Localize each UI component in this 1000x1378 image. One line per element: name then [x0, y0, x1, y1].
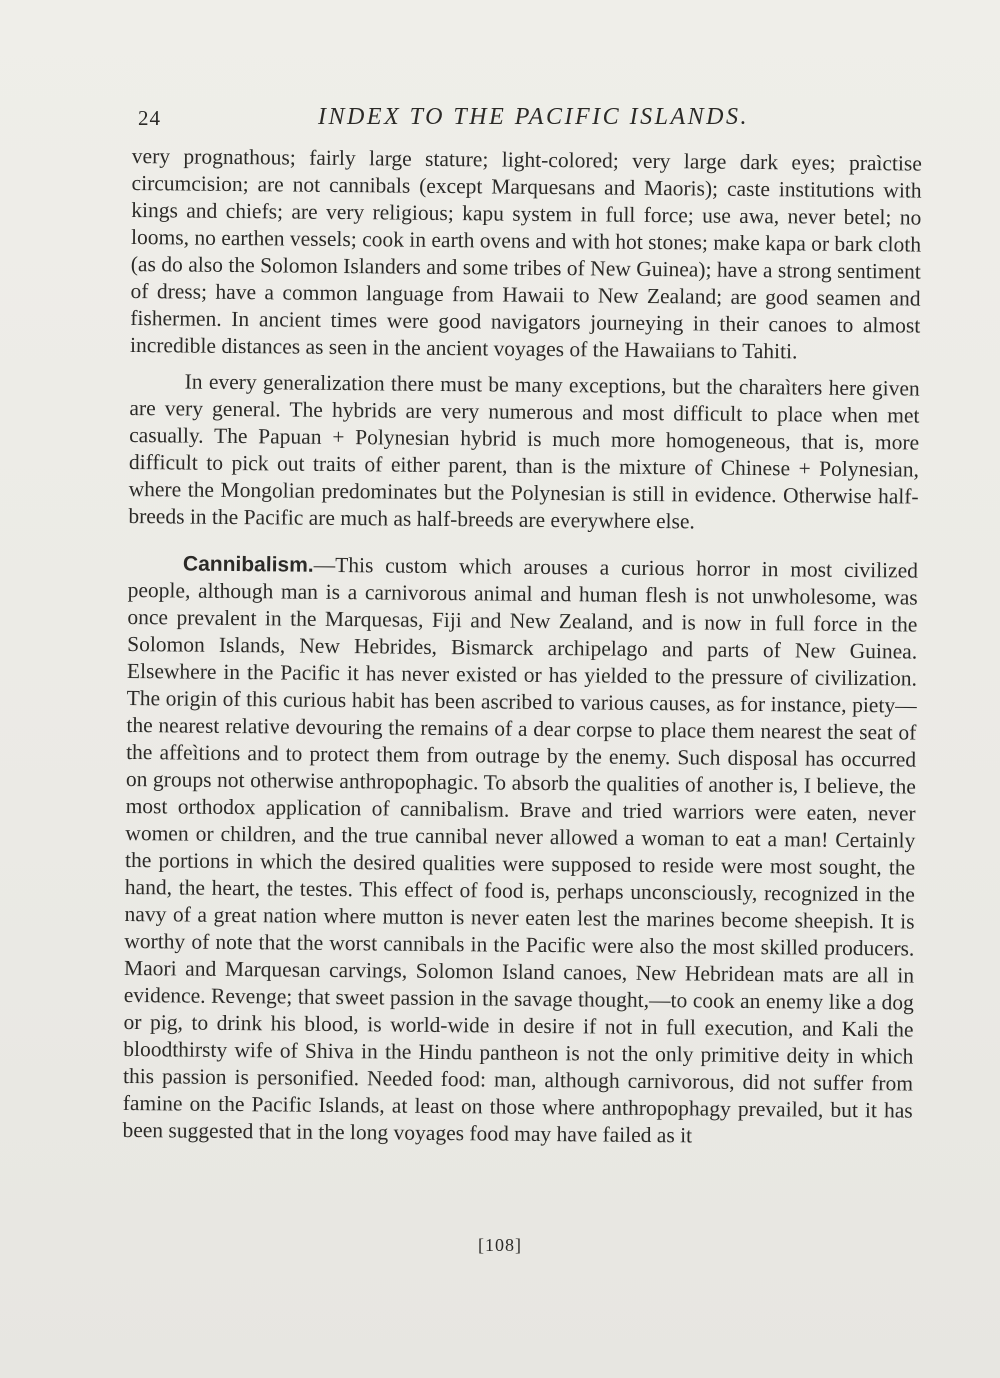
paragraph-generalization: In every generalization there must be many exceptions, but the charaìters here given are very general. The hybrids are very numerous and most difficult to place when met casually. The Papuan + Polynesian hybrid is much more homogeneous, that is, more difficult to pick out traits of either parent, than is the mixture of Chinese + Polynesian, where the Mongolian predominates but the Polynesian is still in evidence. Otherwise half-breeds in the Pacific are much as half-breeds are everywhere else.	[128, 369, 920, 534]
paragraph-cannibalism-body: —This custom which arouses a curious horror in most civilized people, although man is a carnivorous animal and human flesh is not unwholesome, was once prevalent in the Marquesas, Fiji and New Zealand, and is now in full force in the Solomon Islands, New Hebrides, Bismarck archipelago and parts of New Guinea. Elsewhere in the Pacific it has never existed or has yielded to the pressure of civilization. The origin of this curious habit has been ascribed to various causes, as for instance, piety—the nearest relative devouring the remains of a dear corpse to place them nearest the seat of the affeìtions and to protect them from outrage by the enemy. Such disposal has occurred on groups not otherwise anthropophagic. To absorb the qualities of another is, I believe, the most orthodox application of cannibalism. Brave and tried warriors were eaten, never women or children, and the true cannibal never allowed a woman to eat a man! Certainly the portions in which the desired qualities were supposed to reside were most sought, the hand, the heart, the testes. This effect of food is, perhaps unconsciously, recognized in the navy of a great nation where mutton is never eaten lest the marines become sheepish. It is worthy of note that the worst cannibals in the Pacific were also the most skilled producers. Maori and Marquesan carvings, Solomon Island canoes, New Hebridean mats are all in evidence. Revenge; that sweet passion in the savage thought,—to cook an enemy like a dog or pig, to drink his blood, is world-wide in desire if not in full execution, and Kali the bloodthirsty wife of Shiva in the Hindu pantheon is not the only primitive deity in which this passion is personified. Needed food: man, although carnivorous, did not suffer from famine on the Pacific Islands, at least on those where anthropophagy prevailed, but it has been suggested that in the long voyages food may have failed as it	[122, 552, 919, 1148]
running-title: INDEX TO THE PACIFIC ISLANDS.	[318, 104, 749, 130]
paragraph-cannibalism	[122, 550, 918, 1152]
section-heading-cannibalism: Cannibalism.	[182, 552, 314, 577]
paragraph-polynesian-traits: very prognathous; fairly large stature; light-colored; very large dark eyes; praìctise circumcision; are not cannibals (except Marquesans and Maoris); caste institutions with kings and chiefs; are very religious; kapu system in full force; use awa, never betel; no looms, no earthen vessels; cook in earth ovens and with hot stones; make kapa or bark cloth (as do also the Solomon Islanders and some tribes of New Guinea); have a strong sentiment of dress; have a common language from Hawaii to New Zealand; are good seamen and fishermen. In ancient times were good navigators journeying in their canoes to almost incredible distances as seen in the ancient voyages of the Hawaiians to Tahiti.	[129, 143, 922, 364]
folio-number: [108]	[478, 1235, 522, 1255]
page-number: 24	[138, 106, 161, 130]
page-header	[138, 100, 920, 136]
body-text	[122, 143, 922, 1152]
